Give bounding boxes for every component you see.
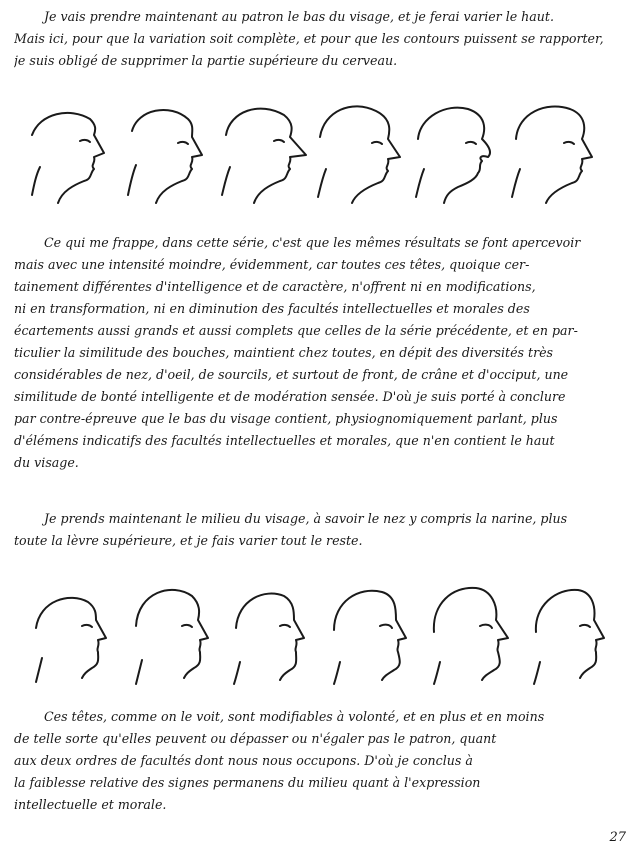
text-line: mais avec une intensité moindre, évidemment, car toutes ces têtes, quoique cer-	[14, 257, 530, 272]
text-line: Je vais prendre maintenant au patron le bas du visage, et je ferai varier le haut.	[44, 9, 554, 24]
page-number: 27	[609, 830, 626, 845]
profile-series-2	[0, 578, 640, 698]
profile-drawing	[22, 95, 122, 205]
paragraph-conclusion-middle-face	[14, 706, 626, 816]
profile-drawing	[522, 578, 622, 688]
text-line: par contre-épreuve que le bas du visage contient, physiognomiquement parlant, plus	[14, 411, 558, 426]
profile-drawing	[214, 95, 314, 205]
text-line: considérables de nez, d'oeil, de sourcils, et surtout de front, de crâne et d'occiput, une	[14, 367, 569, 382]
text-line: ticulier la similitude des bouches, maintient chez toutes, en dépit des diversités très	[14, 345, 554, 360]
text-line: d'élémens indicatifs des facultés intellectuelles et morales, que n'en contient le haut	[14, 433, 555, 448]
paragraph-intro-middle-face	[14, 508, 626, 552]
profile-series-1	[0, 95, 640, 215]
text-line: écartements aussi grands et aussi complets que celles de la série précédente, et en par-	[14, 323, 578, 338]
text-line: toute la lèvre supérieure, et je fais varier tout le reste.	[14, 533, 363, 548]
profile-drawing	[406, 95, 506, 205]
text-line: intellectuelle et morale.	[14, 797, 167, 812]
profile-drawing	[124, 578, 224, 688]
paragraph-intro-lower-face	[14, 6, 626, 72]
text-line: je suis obligé de supprimer la partie supérieure du cerveau.	[14, 53, 398, 68]
text-line: aux deux ordres de facultés dont nous nous occupons. D'où je conclus à	[14, 753, 473, 768]
profile-drawing	[422, 578, 522, 688]
text-line: similitude de bonté intelligente et de modération sensée. D'où je suis porté à conclure	[14, 389, 566, 404]
text-line: de telle sorte qu'elles peuvent ou dépasser ou n'égaler pas le patron, quant	[14, 731, 497, 746]
profile-drawing	[322, 578, 422, 688]
profile-drawing	[222, 578, 322, 688]
profile-drawing	[310, 95, 410, 205]
profile-drawing	[502, 95, 602, 205]
paragraph-observation-lower-face	[14, 232, 626, 474]
text-line: ni en transformation, ni en diminution des facultés intellectuelles et morales des	[14, 301, 530, 316]
text-line: Mais ici, pour que la variation soit complète, et pour que les contours puissent se rapporter,	[14, 31, 604, 46]
text-line: la faiblesse relative des signes permanens du milieu quant à l'expression	[14, 775, 481, 790]
text-line: tainement différentes d'intelligence et de caractère, n'offrent ni en modifications,	[14, 279, 536, 294]
text-line: du visage.	[14, 455, 79, 470]
profile-drawing	[118, 95, 218, 205]
text-line: Je prends maintenant le milieu du visage, à savoir le nez y compris la narine, plus	[44, 511, 568, 526]
text-line: Ces têtes, comme on le voit, sont modifiables à volonté, et en plus et en moins	[44, 709, 545, 724]
profile-drawing	[26, 578, 126, 688]
text-line: Ce qui me frappe, dans cette série, c'est que les mêmes résultats se font apercevoir	[44, 235, 581, 250]
